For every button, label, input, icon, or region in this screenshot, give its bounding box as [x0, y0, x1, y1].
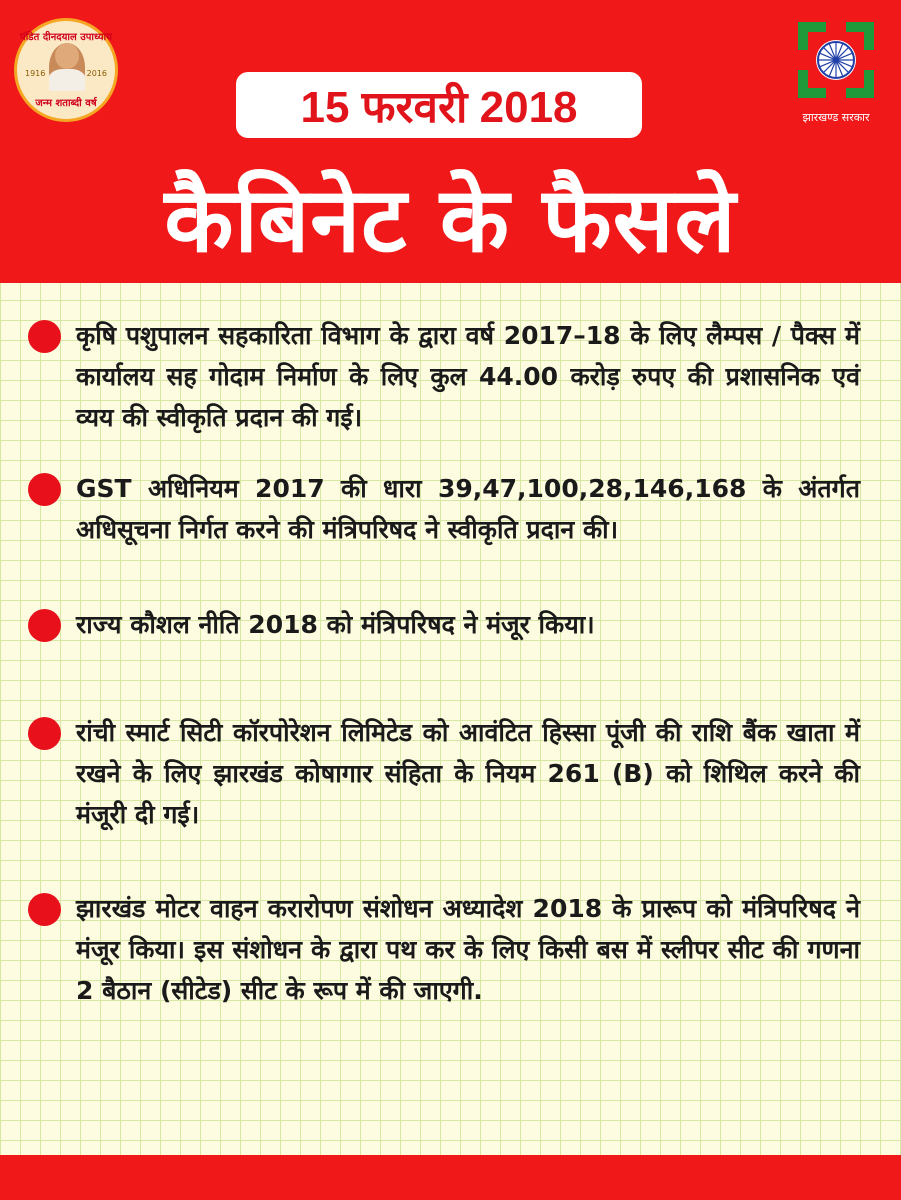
footer-band — [0, 1155, 901, 1200]
jharkhand-emblem-icon — [792, 16, 880, 104]
decision-text: कृषि पशुपालन सहकारिता विभाग के द्वारा वर्ष 2017–18 के लिए लैम्पस / पैक्स में कार्यालय सह गोदाम निर्माण के लिए कुल 44.00 करोड़ रुपए की प्रशासनिक एवं व्यय की स्वीकृति प्रदान की गई। — [76, 321, 860, 432]
bullet-icon — [28, 473, 61, 506]
logo-bottom-text: जन्म शताब्दी वर्ष — [35, 98, 97, 109]
page-title: कैबिनेट के फैसले — [164, 168, 737, 273]
logo-year-end: 2016 — [86, 69, 107, 78]
bullet-icon — [28, 609, 61, 642]
bullet-icon — [28, 717, 61, 750]
bullet-icon — [28, 320, 61, 353]
header-banner — [0, 0, 901, 283]
decision-text: रांची स्मार्ट सिटी कॉरपोरेशन लिमिटेड को आवंटित हिस्सा पूंजी की राशि बैंक खाता में रखने के लिए झारखंड कोषागार संहिता के नियम 261 (B) को शिथिल करने की मंजूरी दी गई। — [76, 718, 860, 829]
decision-text: GST अधिनियम 2017 की धारा 39,47,100,28,146,168 के अंतर्गत अधिसूचना निर्गत करने की मंत्रिपरिषद ने स्वीकृति प्रदान की। — [76, 474, 860, 544]
jharkhand-government-logo — [786, 16, 886, 126]
logo-year-start: 1916 — [25, 69, 46, 78]
decision-text: झारखंड मोटर वाहन करारोपण संशोधन अध्यादेश 2018 के प्रारूप को मंत्रिपरिषद ने मंजूर किया। इस संशोधन के द्वारा पथ कर के लिए किसी बस में स्लीपर सीट की गणना 2 बैठान (सीटेड) सीट के रूप में की जाएगी. — [76, 894, 860, 1005]
government-label: झारखण्ड सरकार — [802, 111, 870, 124]
logo-top-text: पंडित दीनदयाल उपाध्याय — [20, 32, 112, 43]
deendayal-centenary-logo — [14, 18, 118, 122]
portrait-body — [49, 69, 85, 91]
bullet-icon — [28, 893, 61, 926]
portrait-head — [55, 43, 79, 69]
date-badge: 15 फरवरी 2018 — [236, 72, 642, 138]
decision-text: राज्य कौशल नीति 2018 को मंत्रिपरिषद ने मंजूर किया। — [76, 610, 595, 639]
portrait-image — [49, 43, 85, 91]
